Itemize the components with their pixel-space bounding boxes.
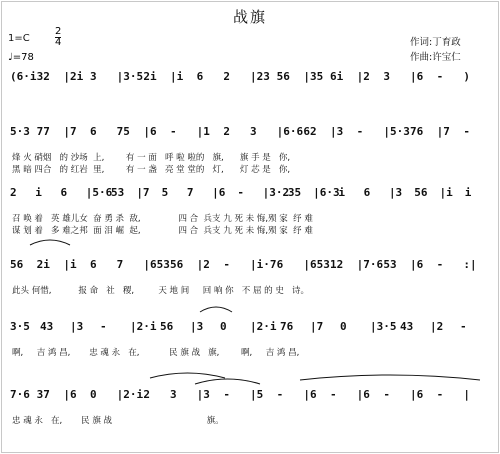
note-token: |6: [212, 186, 226, 199]
note-token: 7: [116, 258, 124, 271]
lyricist-credit: 作词:丁育政: [410, 37, 461, 48]
note-token: |2: [196, 258, 210, 271]
note-token: 76: [280, 320, 294, 333]
note-token: |7: [436, 125, 450, 138]
note-token: 3: [250, 125, 257, 138]
note-token: |2·i: [130, 320, 157, 333]
note-token: |i: [439, 186, 453, 199]
note-token: |2·i: [116, 388, 144, 401]
note-token: 7·6: [10, 388, 30, 401]
composer-credit: 作曲:许宝仁: [410, 52, 461, 63]
note-token: 35: [287, 186, 302, 199]
note-token: -: [237, 186, 244, 199]
note-token: (6·i: [10, 70, 37, 83]
note-token: |2: [356, 70, 370, 83]
note-token: |3: [196, 388, 210, 401]
note-token: 3: [383, 70, 390, 83]
note-token: -: [223, 258, 230, 271]
note-token: -: [436, 388, 444, 401]
lyric-line: 忠 魂 永 在, 民 旗 战 旗。: [12, 416, 224, 426]
note-token: 6: [363, 186, 371, 199]
note-token: 6: [90, 125, 97, 138]
note-token: 56: [414, 186, 428, 199]
note-token: 77: [36, 125, 50, 138]
note-token: |i: [63, 258, 77, 271]
note-token: |6: [410, 388, 424, 401]
slur-arc: [195, 379, 260, 384]
note-token: 2: [223, 125, 230, 138]
lyric-line: 烽 火 硝烟 的 沙场 上, 有 一 面 呼 啦 啦的 旗, 旗 手 是 你,: [12, 153, 291, 163]
note-token: |3: [330, 125, 344, 138]
note-token: 3: [90, 70, 97, 83]
note-token: -: [460, 320, 467, 333]
note-token: |1: [196, 125, 210, 138]
note-token: 43: [400, 320, 414, 333]
note-token: 5: [161, 186, 169, 199]
tempo-marking: ♩=78: [8, 52, 34, 63]
note-token: i: [464, 186, 472, 199]
note-token: |5·6: [85, 186, 113, 199]
note-token: |7: [136, 186, 150, 199]
note-token: 2: [223, 70, 230, 83]
note-token: 6i: [330, 70, 344, 83]
note-token: |i·7: [250, 258, 277, 271]
note-token: 56: [170, 258, 184, 271]
note-token: -: [276, 388, 284, 401]
note-token: |3·5: [116, 70, 144, 83]
note-token: |653: [303, 258, 330, 271]
note-token: 56: [160, 320, 174, 333]
note-token: 7: [186, 186, 194, 199]
note-token: 3: [170, 388, 177, 401]
note-token: -: [463, 125, 470, 138]
note-token: |2i: [63, 70, 84, 83]
note-token: |7: [310, 320, 324, 333]
note-token: 76: [410, 125, 424, 138]
note-token: 53: [111, 186, 125, 199]
slur-arc: [30, 240, 70, 245]
note-token: |6·3: [313, 186, 340, 199]
note-token: 0: [340, 320, 347, 333]
note-token: 75: [116, 125, 130, 138]
note-token: -: [170, 125, 177, 138]
slur-arc: [150, 373, 225, 378]
note-token: |5: [250, 388, 264, 401]
note-token: 37: [36, 388, 50, 401]
slur-arc: [200, 307, 232, 312]
note-token: 2: [143, 388, 150, 401]
note-token: |6: [303, 388, 317, 401]
note-token: |3: [70, 320, 84, 333]
note-token: 6: [196, 70, 204, 83]
note-token: :|: [463, 258, 477, 271]
note-token: 6: [276, 258, 284, 271]
note-token: |: [463, 388, 470, 401]
note-token: -: [223, 388, 230, 401]
note-token: 6: [90, 258, 97, 271]
note-token: 32: [36, 70, 50, 83]
lyric-line: 黑 暗 四合 的 红岩 里, 有 一 盏 亮 堂 堂的 灯, 灯 芯 是 你,: [12, 165, 291, 175]
note-token: |7·6: [356, 258, 384, 271]
note-token: |2·i: [250, 320, 277, 333]
note-token: -: [436, 258, 444, 271]
note-token: 6: [60, 186, 68, 199]
note-token: |6: [143, 125, 157, 138]
note-token: 3·5: [10, 320, 30, 333]
note-token: -: [436, 70, 444, 83]
note-token: -: [100, 320, 107, 333]
lyric-line: 此头 何惜, 报 命 社 稷, 天 地 间 回 响 你 不 屈 的 史 诗。: [12, 286, 309, 296]
key-signature: 1=C: [8, 33, 30, 44]
note-token: 53: [383, 258, 397, 271]
note-token: ): [463, 70, 470, 83]
note-token: 12: [330, 258, 344, 271]
time-signature-top: 2: [55, 26, 62, 37]
lyric-line: 啊, 吉 鸿 昌, 忠 魂 永 在, 民 旗 战 旗, 啊, 吉 鸿 昌,: [12, 348, 300, 358]
note-token: 62: [303, 125, 317, 138]
note-token: |6·6: [276, 125, 304, 138]
note-token: |2: [430, 320, 444, 333]
note-token: i: [35, 186, 42, 199]
slur-arc: [300, 375, 480, 380]
note-token: 5·3: [10, 125, 30, 138]
lyric-line: 谋 划 着 多 难之邦 面 泪 崛 起, 四 合 兵支 九 死 未 悔,殒 家 纾 难: [12, 226, 313, 236]
note-token: -: [356, 125, 364, 138]
lyric-line: 召 唤 着 英 雄儿女 奋 勇 杀 敌, 四 合 兵支 九 死 未 悔,殒 家 纾 难: [12, 214, 313, 224]
note-token: |5·3: [383, 125, 410, 138]
note-token: -: [383, 388, 390, 401]
note-token: |6: [356, 388, 370, 401]
note-token: |653: [143, 258, 170, 271]
note-token: 2: [10, 186, 17, 199]
note-token: |23: [250, 70, 270, 83]
note-token: i: [338, 186, 346, 199]
note-token: |6: [410, 70, 424, 83]
note-token: |3·5: [370, 320, 397, 333]
note-token: |3: [388, 186, 403, 199]
note-token: |3·2: [262, 186, 290, 199]
note-token: 56: [10, 258, 24, 271]
time-signature-bottom: 4: [55, 37, 62, 48]
note-token: 43: [40, 320, 54, 333]
note-token: 2i: [36, 258, 50, 271]
note-token: |35: [303, 70, 324, 83]
note-token: 0: [90, 388, 97, 401]
note-token: |6: [410, 258, 424, 271]
note-token: 0: [220, 320, 227, 333]
song-title: 战旗: [232, 8, 267, 26]
note-token: |i: [170, 70, 184, 83]
note-token: -: [330, 388, 337, 401]
note-token: 56: [276, 70, 290, 83]
note-token: |3: [190, 320, 204, 333]
note-token: |6: [63, 388, 77, 401]
note-token: |7: [63, 125, 77, 138]
note-token: 2i: [143, 70, 157, 83]
